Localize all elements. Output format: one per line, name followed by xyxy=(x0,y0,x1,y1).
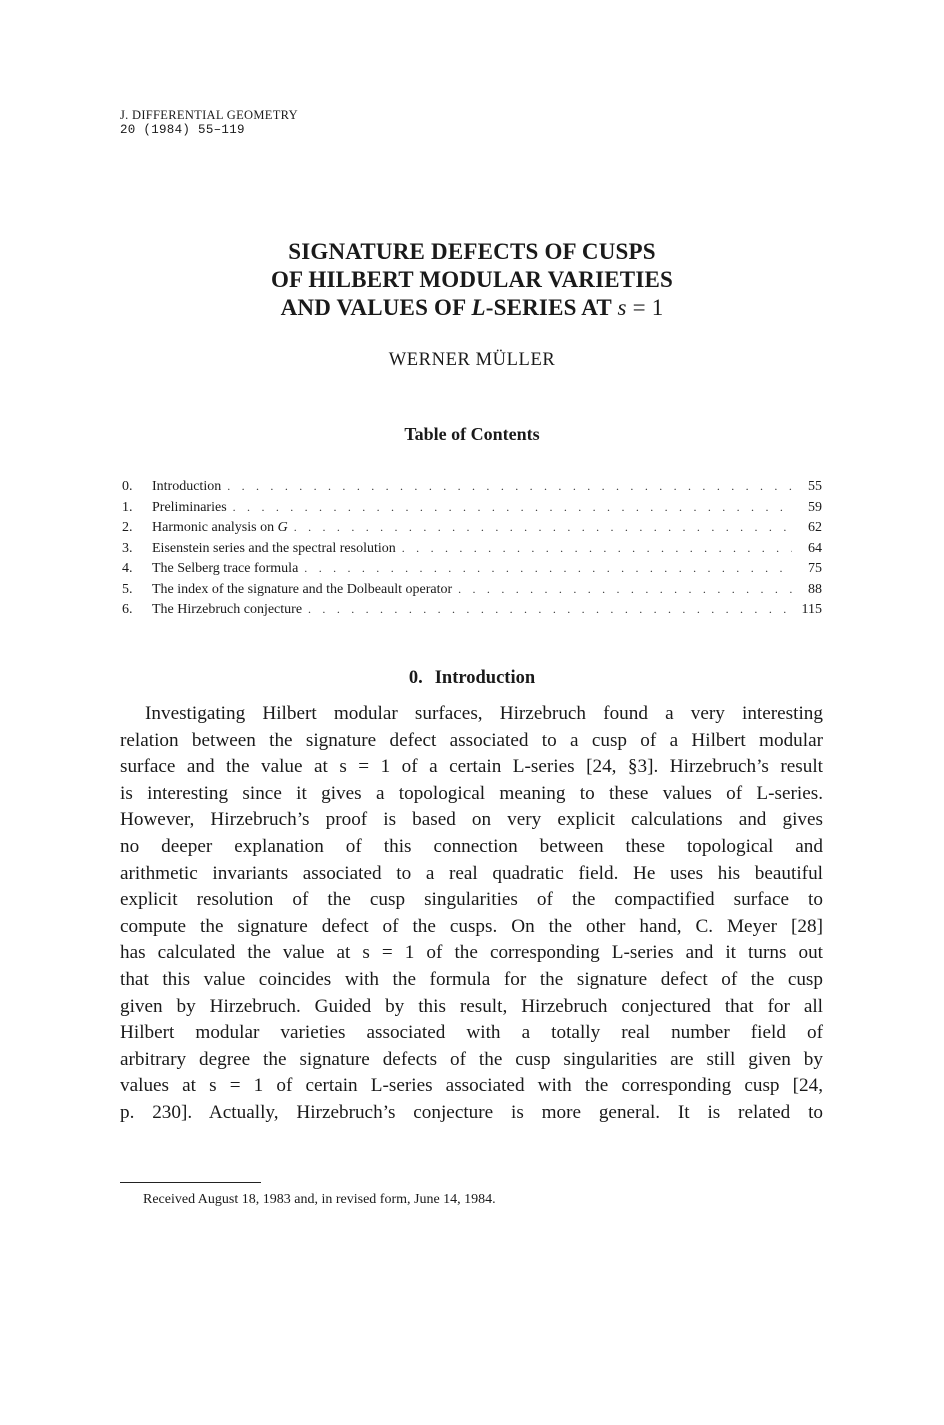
toc-entry xyxy=(122,558,822,579)
toc-leader-dots xyxy=(294,517,792,538)
journal-name: J. DIFFERENTIAL GEOMETRY xyxy=(120,108,298,122)
journal-volume: 20 (1984) 55–119 xyxy=(120,123,245,137)
toc-leader-dots xyxy=(233,497,792,518)
journal-header xyxy=(120,108,298,138)
toc-entry-title xyxy=(152,600,308,621)
toc-leader-dots xyxy=(304,558,792,579)
toc-entry-title-text: Preliminaries xyxy=(152,499,227,515)
title-line-2: OF HILBERT MODULAR VARIETIES xyxy=(270,267,674,292)
toc-entry-title-text: The index of the signature and the Dolbeault operator xyxy=(152,581,453,597)
toc-entry xyxy=(122,599,822,620)
title-line-3 xyxy=(0,294,944,322)
body-line: Investigating Hilbert modular surfaces, Hirzebruch found a very interesting xyxy=(145,703,823,724)
toc-leader-dots xyxy=(458,579,792,600)
toc-entry xyxy=(122,579,822,600)
body-line: given by Hirzebruch. Guided by this result, Hirzebruch conjectured that for all xyxy=(120,995,823,1017)
toc-entry-page: 64 xyxy=(808,540,822,556)
body-line: However, Hirzebruch’s proof is based on very explicit calculations and gives xyxy=(120,809,823,831)
toc-entry-page: 62 xyxy=(808,520,822,535)
toc-entry-title xyxy=(152,518,294,539)
toc-entry-title-text: The Selberg trace formula xyxy=(152,561,299,576)
toc-entry-number: 2. xyxy=(122,520,133,535)
toc-entry-title-italic: G xyxy=(277,520,288,535)
paper-title xyxy=(0,238,944,322)
toc-entry-page: 55 xyxy=(808,479,822,494)
title-line-3-prefix: AND VALUES OF xyxy=(280,295,472,320)
toc-heading: Table of Contents xyxy=(404,424,540,444)
title-line-3-mid: -SERIES AT xyxy=(485,295,618,320)
body-line: explicit resolution of the cusp singularities of the compactified surface to xyxy=(120,889,823,911)
toc-entry-page: 59 xyxy=(808,499,822,515)
toc-entry-title-text: Eisenstein series and the spectral resolution xyxy=(152,540,396,556)
section-heading xyxy=(0,668,944,689)
body-line: surface and the value at s = 1 of a certain L-series [24, §3]. Hirzebruch’s result xyxy=(120,756,823,778)
title-line-1: SIGNATURE DEFECTS OF CUSPS xyxy=(288,239,656,264)
toc-entry-page: 88 xyxy=(808,581,822,597)
body-line: Hilbert modular varieties associated with a totally real number field of xyxy=(120,1022,823,1044)
body-line: that this value coincides with the formula for the signature defect of the cusp xyxy=(120,968,823,990)
toc-entry-title xyxy=(152,477,227,498)
toc-leader-dots xyxy=(402,538,792,559)
toc-entry-number: 6. xyxy=(122,602,133,617)
body-line: is interesting since it gives a topological meaning to these values of L-series. xyxy=(120,782,823,804)
toc-entry-page: 75 xyxy=(808,561,822,576)
toc-entry-number: 5. xyxy=(122,581,133,597)
section-number: 0. xyxy=(408,668,423,688)
toc-entry-number: 0. xyxy=(122,479,133,494)
toc-entry-number: 4. xyxy=(122,561,133,576)
body-line: has calculated the value at s = 1 of the corresponding L-series and it turns out xyxy=(120,942,823,964)
section-title: Introduction xyxy=(434,668,536,688)
toc-entry xyxy=(122,476,822,497)
body-text xyxy=(120,701,823,1127)
body-line: values at s = 1 of certain L-series associated with the corresponding cusp [24, xyxy=(120,1075,823,1097)
toc-entry-title xyxy=(152,580,458,601)
title-line-3-suffix: = 1 xyxy=(626,295,664,320)
toc-leader-dots xyxy=(308,599,792,620)
toc-entry xyxy=(122,538,822,559)
footnote: Received August 18, 1983 and, in revised form, June 14, 1984. xyxy=(143,1192,496,1207)
toc-entry-title xyxy=(152,498,233,519)
title-line-3-italic: L xyxy=(471,295,486,320)
toc-entry-title xyxy=(152,559,304,580)
footnote-rule xyxy=(120,1182,261,1183)
body-line: compute the signature defect of the cusps. On the other hand, C. Meyer [28] xyxy=(120,915,823,937)
author-name: WERNER MÜLLER xyxy=(388,350,556,370)
toc-entry-page: 115 xyxy=(801,602,822,617)
toc-entry xyxy=(122,517,822,538)
toc-entry xyxy=(122,497,822,518)
toc-entry-title-text: Introduction xyxy=(152,479,222,494)
body-line: no deeper explanation of this connection between these topological and xyxy=(120,835,823,857)
body-line: arbitrary degree the signature defects of the cusp singularities are still given by xyxy=(120,1048,823,1070)
toc-entry-title-text: The Hirzebruch conjecture xyxy=(152,602,303,617)
toc-entry-title xyxy=(152,539,402,560)
body-line: relation between the signature defect associated to a cusp of a Hilbert modular xyxy=(120,729,823,751)
table-of-contents xyxy=(122,476,822,620)
toc-entry-number: 1. xyxy=(122,499,133,515)
toc-entry-number: 3. xyxy=(122,540,133,556)
body-line: arithmetic invariants associated to a real quadratic field. He uses his beautiful xyxy=(120,862,823,884)
toc-entry-title-text: Harmonic analysis on xyxy=(152,520,278,535)
toc-leader-dots xyxy=(227,476,792,497)
body-line: p. 230]. Actually, Hirzebruch’s conjecture is more general. It is related to xyxy=(120,1101,823,1123)
title-line-3-var: s xyxy=(617,295,627,320)
